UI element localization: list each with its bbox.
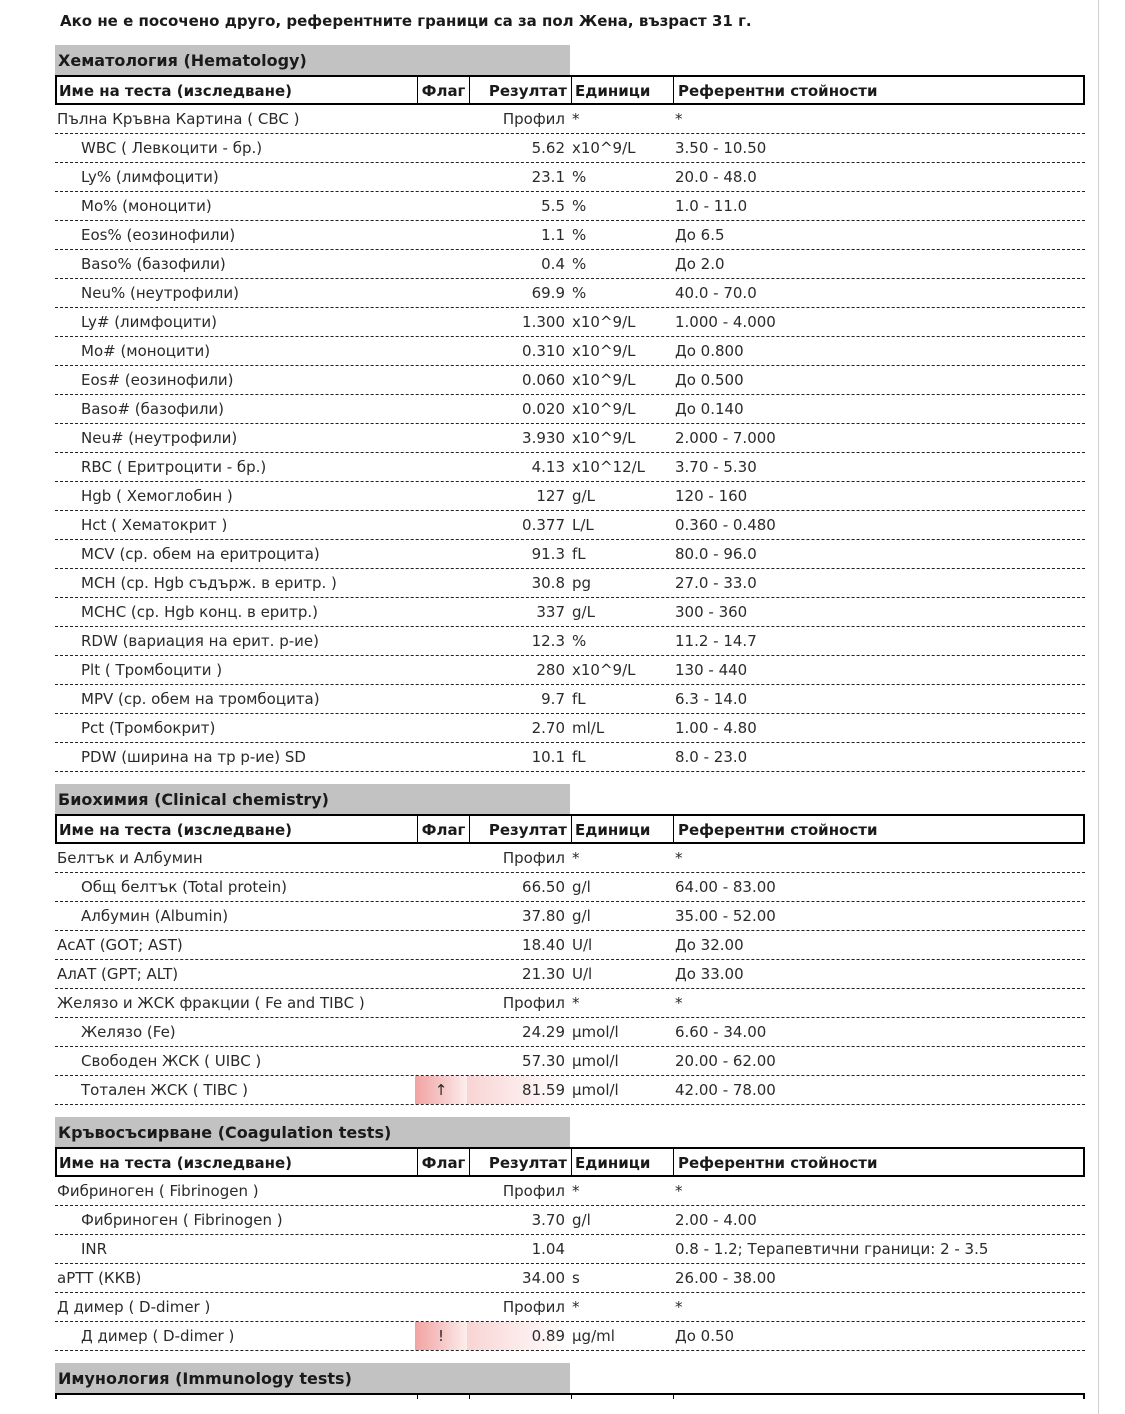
flag-cell: [415, 453, 467, 481]
reference-range: 1.0 - 11.0: [675, 197, 748, 215]
table-row: [55, 685, 1085, 714]
result-value: 91.3: [531, 545, 565, 563]
header-units: Единици: [571, 1149, 673, 1175]
result-value: 0.4: [541, 255, 565, 273]
result-value: 23.1: [531, 168, 565, 186]
result-value: 3.930: [522, 429, 565, 447]
test-name: aPTT (ККВ): [57, 1269, 142, 1287]
table-row: [55, 192, 1085, 221]
reference-range: 3.50 - 10.50: [675, 139, 767, 157]
section-title: Имунология (Immunology tests): [55, 1363, 570, 1393]
reference-range: *: [675, 849, 683, 867]
units-cell: µmol/l: [572, 1052, 619, 1070]
result-value: 5.62: [531, 139, 565, 157]
result-value: 34.00: [522, 1269, 565, 1287]
result-value: Профил: [502, 1182, 565, 1200]
table-row: [55, 656, 1085, 685]
units-cell: fL: [572, 690, 586, 708]
units-cell: x10^9/L: [572, 313, 636, 331]
reference-range: До 0.500: [675, 371, 744, 389]
reference-range: 20.00 - 62.00: [675, 1052, 776, 1070]
units-cell: µmol/l: [572, 1081, 619, 1099]
table-row: [55, 960, 1085, 989]
result-value: 37.80: [522, 907, 565, 925]
table-row: [55, 1047, 1085, 1076]
units-cell: x10^9/L: [572, 342, 636, 360]
result-value: 127: [536, 487, 565, 505]
flag-cell: [415, 105, 467, 133]
flag-cell: [415, 134, 467, 162]
units-cell: *: [572, 1182, 580, 1200]
flag-cell: [415, 1177, 467, 1205]
result-value: 0.89: [467, 1322, 569, 1350]
units-cell: %: [572, 255, 587, 273]
reference-range: До 6.5: [675, 226, 725, 244]
table-row: [55, 395, 1085, 424]
table-row: [55, 337, 1085, 366]
header-flag: Флаг: [417, 816, 469, 842]
header-name: Име на теста (изследване): [59, 82, 292, 100]
test-name: Eos% (еозинофили): [81, 226, 236, 244]
test-name: Желязо (Fe): [81, 1023, 176, 1041]
flag-cell: ↑: [415, 1076, 467, 1104]
test-name: Eos# (еозинофили): [81, 371, 234, 389]
reference-range: До 0.800: [675, 342, 744, 360]
units-cell: *: [572, 849, 580, 867]
test-name: Фибриноген ( Fibrinogen ): [81, 1211, 283, 1229]
table-row: [55, 453, 1085, 482]
table-row: [55, 873, 1085, 902]
flag-cell: [415, 250, 467, 278]
flag-cell: [415, 656, 467, 684]
result-value: 0.310: [522, 342, 565, 360]
section-title: Хематология (Hematology): [55, 45, 570, 75]
result-value: 9.7: [541, 690, 565, 708]
reference-range: 11.2 - 14.7: [675, 632, 757, 650]
test-name: Албумин (Albumin): [81, 907, 229, 925]
flag-cell: [415, 511, 467, 539]
reference-range: 6.60 - 34.00: [675, 1023, 767, 1041]
result-value: 57.30: [522, 1052, 565, 1070]
reference-range: 2.000 - 7.000: [675, 429, 776, 447]
test-name: Фибриноген ( Fibrinogen ): [57, 1182, 259, 1200]
test-name: АсАТ (GOT; AST): [57, 936, 183, 954]
test-name: Свободен ЖСК ( UIBC ): [81, 1052, 262, 1070]
result-value: 30.8: [531, 574, 565, 592]
units-cell: x10^9/L: [572, 429, 636, 447]
header-result: Резултат: [469, 816, 571, 842]
table-row: [55, 1322, 1085, 1351]
units-cell: U/l: [572, 965, 593, 983]
units-cell: [569, 1235, 671, 1263]
units-cell: %: [572, 284, 587, 302]
table-row: [55, 1177, 1085, 1206]
reference-range: 0.360 - 0.480: [675, 516, 776, 534]
test-name: Hgb ( Хемоглобин ): [81, 487, 233, 505]
section-title: Кръвосъсирване (Coagulation tests): [55, 1117, 570, 1147]
test-name: Д димер ( D-dimer ): [57, 1298, 211, 1316]
result-value: 81.59: [467, 1076, 569, 1104]
test-name: Белтък и Албумин: [57, 849, 203, 867]
units-cell: x10^12/L: [572, 458, 646, 476]
reference-range: 42.00 - 78.00: [675, 1081, 776, 1099]
test-name: Д димер ( D-dimer ): [81, 1327, 235, 1345]
table-row: [55, 105, 1085, 134]
section-title: Биохимия (Clinical chemistry): [55, 784, 570, 814]
table-row: [55, 1293, 1085, 1322]
table-row: [55, 1206, 1085, 1235]
flag-cell: [415, 960, 467, 988]
table-row: [55, 482, 1085, 511]
flag-cell: [415, 163, 467, 191]
table-row: [55, 1018, 1085, 1047]
result-value: 0.060: [522, 371, 565, 389]
result-value: 66.50: [522, 878, 565, 896]
section-chemistry: [55, 784, 1085, 1105]
reference-range: 130 - 440: [675, 661, 748, 679]
header-flag: Флаг: [417, 77, 469, 103]
reference-range: 1.000 - 4.000: [675, 313, 776, 331]
test-name: RBC ( Еритроцити - бр.): [81, 458, 267, 476]
flag-cell: [415, 279, 467, 307]
units-cell: x10^9/L: [572, 400, 636, 418]
test-name: Ly# (лимфоцити): [81, 313, 217, 331]
sections-container: [55, 45, 1085, 1351]
reference-range: 1.00 - 4.80: [675, 719, 757, 737]
reference-range: 3.70 - 5.30: [675, 458, 757, 476]
table-row: [55, 1076, 1085, 1105]
units-cell: g/L: [572, 487, 595, 505]
units-cell: *: [572, 110, 580, 128]
reference-range: До 0.140: [675, 400, 744, 418]
units-cell: *: [572, 994, 580, 1012]
header-flag: Флаг: [417, 1149, 469, 1175]
flag-cell: [415, 1047, 467, 1075]
header-reference: Референтни стойности: [673, 816, 1083, 842]
units-cell: fL: [572, 545, 586, 563]
reference-range: 27.0 - 33.0: [675, 574, 757, 592]
result-value: 1.300: [522, 313, 565, 331]
table-row: [55, 279, 1085, 308]
units-cell: %: [572, 197, 587, 215]
table-row: [55, 569, 1085, 598]
reference-range: 300 - 360: [675, 603, 748, 621]
section-hematology: [55, 45, 1085, 772]
units-cell: x10^9/L: [572, 139, 636, 157]
result-value: 0.377: [522, 516, 565, 534]
result-value: 21.30: [522, 965, 565, 983]
test-name: Mo# (моноцити): [81, 342, 211, 360]
test-name: MCHC (ср. Hgb конц. в еритр.): [81, 603, 318, 621]
header-result: Резултат: [469, 77, 571, 103]
section-immunology: [55, 1363, 1085, 1399]
header-result: Резултат: [469, 1149, 571, 1175]
table-row: [55, 163, 1085, 192]
section-coagulation: [55, 1117, 1085, 1351]
table-row: [55, 366, 1085, 395]
reference-range: *: [675, 994, 683, 1012]
page-edge-divider: [1098, 0, 1099, 1414]
result-value: 0.020: [522, 400, 565, 418]
units-cell: %: [572, 168, 587, 186]
reference-range: До 32.00: [675, 936, 744, 954]
reference-note: Ако не е посочено друго, референтните граници са за пол Жена, възраст 31 г.: [60, 12, 752, 30]
flag-cell: [415, 873, 467, 901]
result-value: 337: [536, 603, 565, 621]
units-cell: %: [572, 226, 587, 244]
test-name: Ly% (лимфоцити): [81, 168, 219, 186]
units-cell: g/l: [572, 1211, 591, 1229]
flag-cell: [415, 366, 467, 394]
flag-cell: [415, 989, 467, 1017]
result-value: 2.70: [531, 719, 565, 737]
table-header: [55, 1147, 1085, 1177]
reference-range: 26.00 - 38.00: [675, 1269, 776, 1287]
result-value: 1.04: [531, 1240, 565, 1258]
reference-range: 6.3 - 14.0: [675, 690, 748, 708]
test-name: PDW (ширина на тр р-ие) SD: [81, 748, 306, 766]
test-name: Hct ( Хематокрит ): [81, 516, 228, 534]
units-cell: g/l: [572, 878, 591, 896]
result-value: 280: [536, 661, 565, 679]
units-cell: ml/L: [572, 719, 605, 737]
flag-cell: [415, 627, 467, 655]
test-name: Neu% (неутрофили): [81, 284, 239, 302]
test-name: Тотален ЖСК ( TIBC ): [81, 1081, 249, 1099]
table-row: [55, 931, 1085, 960]
test-name: MCH (ср. Hgb съдърж. в еритр. ): [81, 574, 337, 592]
table-row: [55, 714, 1085, 743]
units-cell: %: [572, 632, 587, 650]
test-name: Pct (Тромбокрит): [81, 719, 216, 737]
result-value: 5.5: [541, 197, 565, 215]
result-value: 18.40: [522, 936, 565, 954]
test-name: MCV (ср. обем на еритроцита): [81, 545, 320, 563]
test-name: Baso% (базофили): [81, 255, 226, 273]
flag-cell: [415, 569, 467, 597]
table-header-partial: [55, 1393, 1085, 1399]
result-value: Профил: [502, 994, 565, 1012]
test-name: Neu# (неутрофили): [81, 429, 238, 447]
reference-range: 8.0 - 23.0: [675, 748, 748, 766]
reference-range: 35.00 - 52.00: [675, 907, 776, 925]
flag-cell: !: [415, 1322, 467, 1350]
flag-cell: [415, 1293, 467, 1321]
table-row: [55, 743, 1085, 772]
units-cell: U/l: [572, 936, 593, 954]
test-name: АлАТ (GPT; ALT): [57, 965, 179, 983]
test-name: MPV (ср. обем на тромбоцита): [81, 690, 320, 708]
reference-range: 2.00 - 4.00: [675, 1211, 757, 1229]
header-units: Единици: [571, 77, 673, 103]
reference-range: *: [675, 1182, 683, 1200]
header-reference: Референтни стойности: [673, 77, 1083, 103]
header-name: Име на теста (изследване): [59, 1154, 292, 1172]
units-cell: x10^9/L: [572, 661, 636, 679]
reference-range: 20.0 - 48.0: [675, 168, 757, 186]
reference-range: 40.0 - 70.0: [675, 284, 757, 302]
flag-cell: [415, 1018, 467, 1046]
table-row: [55, 844, 1085, 873]
test-name: Пълна Кръвна Картина ( CBC ): [57, 110, 300, 128]
reference-range: *: [675, 110, 683, 128]
table-row: [55, 250, 1085, 279]
test-name: Желязо и ЖСК фракции ( Fe and TIBC ): [57, 994, 365, 1012]
flag-cell: [415, 844, 467, 872]
reference-range: До 33.00: [675, 965, 744, 983]
test-name: Baso# (базофили): [81, 400, 225, 418]
units-cell: fL: [572, 748, 586, 766]
result-value: Профил: [502, 849, 565, 867]
table-row: [55, 627, 1085, 656]
table-row: [55, 598, 1085, 627]
table-row: [55, 308, 1085, 337]
result-value: 12.3: [531, 632, 565, 650]
header-reference: Референтни стойности: [673, 1149, 1083, 1175]
table-header: [55, 814, 1085, 844]
header-units: Единици: [571, 816, 673, 842]
reference-range: 80.0 - 96.0: [675, 545, 757, 563]
table-row: [55, 902, 1085, 931]
units-cell: s: [572, 1269, 580, 1287]
reference-range: *: [675, 1298, 683, 1316]
table-row: [55, 134, 1085, 163]
test-name: RDW (вариация на ерит. р-ие): [81, 632, 319, 650]
header-name: Име на теста (изследване): [59, 821, 292, 839]
table-row: [55, 221, 1085, 250]
flag-cell: [415, 685, 467, 713]
reference-range: До 0.50: [675, 1327, 735, 1345]
result-value: 10.1: [531, 748, 565, 766]
flag-cell: [415, 931, 467, 959]
flag-cell: [415, 743, 467, 771]
flag-cell: [415, 424, 467, 452]
units-cell: pg: [572, 574, 592, 592]
units-cell: g/L: [572, 603, 595, 621]
flag-cell: [415, 902, 467, 930]
flag-cell: [415, 308, 467, 336]
reference-range: 64.00 - 83.00: [675, 878, 776, 896]
flag-cell: [415, 540, 467, 568]
table-row: [55, 424, 1085, 453]
reference-range: 0.8 - 1.2; Терапевтични граници: 2 - 3.5: [675, 1240, 989, 1258]
flag-cell: [415, 395, 467, 423]
units-cell: µmol/l: [572, 1023, 619, 1041]
flag-cell: [415, 598, 467, 626]
reference-range: До 2.0: [675, 255, 725, 273]
result-value: 1.1: [541, 226, 565, 244]
result-value: 24.29: [522, 1023, 565, 1041]
table-header: [55, 75, 1085, 105]
test-name: INR: [81, 1240, 108, 1258]
flag-cell: [415, 337, 467, 365]
units-cell: µg/ml: [572, 1327, 615, 1345]
units-cell: g/l: [572, 907, 591, 925]
flag-cell: [415, 482, 467, 510]
flag-cell: [415, 1206, 467, 1234]
result-value: Профил: [502, 1298, 565, 1316]
flag-cell: [415, 714, 467, 742]
flag-cell: [415, 192, 467, 220]
table-row: [55, 1264, 1085, 1293]
units-cell: L/L: [572, 516, 594, 534]
table-row: [55, 1235, 1085, 1264]
result-value: Профил: [502, 110, 565, 128]
flag-cell: [415, 221, 467, 249]
test-name: WBC ( Левкоцити - бр.): [81, 139, 263, 157]
units-cell: x10^9/L: [572, 371, 636, 389]
units-cell: *: [572, 1298, 580, 1316]
result-value: 3.70: [531, 1211, 565, 1229]
flag-cell: [415, 1235, 467, 1263]
table-row: [55, 540, 1085, 569]
flag-cell: [415, 1264, 467, 1292]
result-value: 4.13: [531, 458, 565, 476]
reference-range: 120 - 160: [675, 487, 748, 505]
test-name: Plt ( Тромбоцити ): [81, 661, 223, 679]
table-row: [55, 511, 1085, 540]
table-row: [55, 989, 1085, 1018]
lab-report: [55, 45, 1085, 1411]
result-value: 69.9: [531, 284, 565, 302]
test-name: Общ белтък (Total protein): [81, 878, 288, 896]
test-name: Mo% (моноцити): [81, 197, 212, 215]
